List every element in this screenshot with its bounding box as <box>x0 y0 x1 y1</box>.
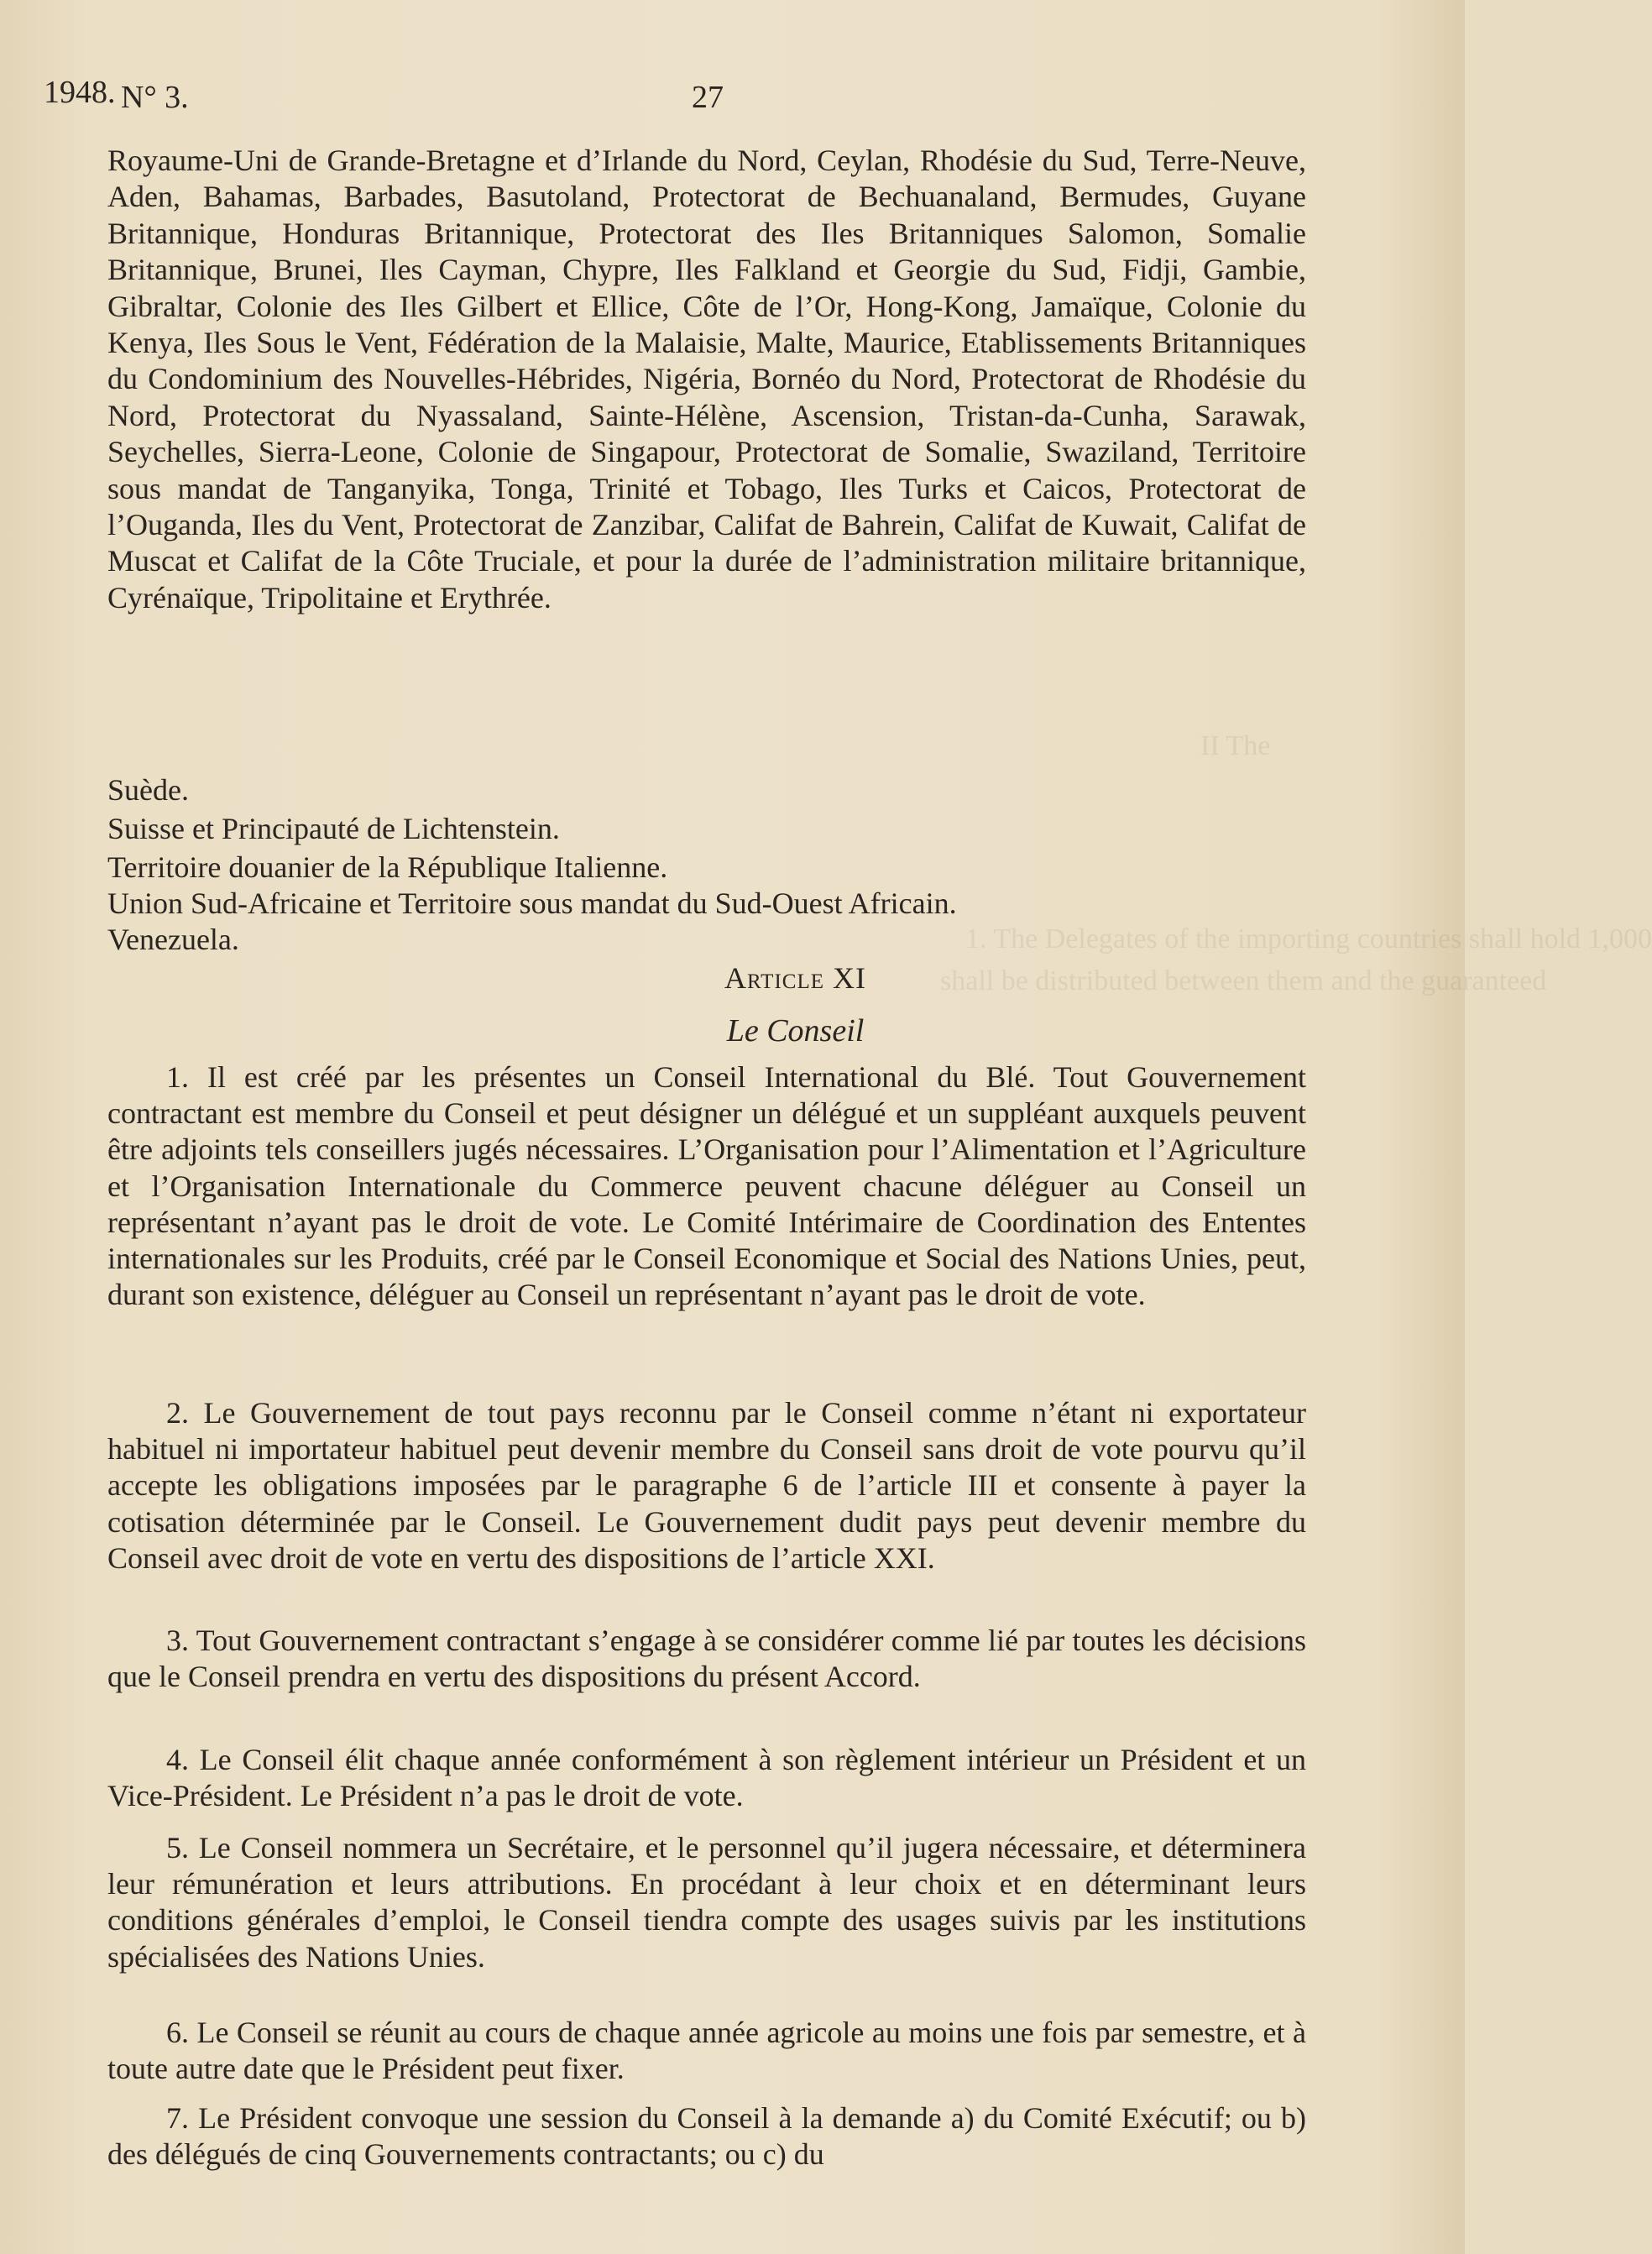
paragraph-4: 4. Le Conseil élit chaque année conformément à son règlement intérieur un Président et un Vice-Président. Le Président n’a pas le droit de vote. <box>107 1743 1306 1813</box>
territories-paragraph: Royaume-Uni de Grande-Bretagne et d’Irlande du Nord, Ceylan, Rhodésie du Sud, Terre-Neuve, Aden, Bahamas, Barbades, Basutoland, Protectorat de Bechuanaland, Bermudes, Guyane Britannique, Honduras Britannique, Protectorat des Iles Britanniques Salomon, Somalie Britannique, Brunei, Iles Cayman, Chypre, Iles Falkland et Georgie du Sud, Fidji, Gambie, Gibraltar, Colonie des Iles Gilbert et Ellice, Côte de l’Or, Hong-Kong, Jamaïque, Colonie du Kenya, Iles Sous le Vent, Fédération de la Malaisie, Malte, Maurice, Etablissements Britanniques du Condominium des Nouvelles-Hébrides, Nigéria, Bornéo du Nord, Protectorat de Rhodésie du Nord, Protectorat du Nyassaland, Sainte-Hélène, Ascension, Tristan-da-Cunha, Sarawak, Seychelles, Sierra-Leone, Colonie de Singapour, Protectorat de Somalie, Swaziland, Territoire sous mandat de Tanganyika, Tonga, Trinité et Tobago, Iles Turks et Caicos, Protectorat de l’Ouganda, Iles du Vent, Protectorat de Zanzibar, Califat de Bahrein, Califat de Kuwait, Califat de Muscat et Califat de la Côte Truciale, et pour la durée de l’administration militaire britannique, Cyrénaïque, Tripolitaine et Erythrée. <box>107 144 1306 614</box>
country-entry-union-sud-africaine: Union Sud-Africaine et Territoire sous mandat du Sud-Ouest Africain. <box>107 886 957 920</box>
bleed-through-text: 1. The Delegates of the importing countries shall hold 1,000 <box>965 923 1652 954</box>
paragraph-1: 1. Il est créé par les présentes un Conseil International du Blé. Tout Gouvernement contractant est membre du Conseil et peut désigner un délégué et un suppléant auxquels peuvent être adjoints tels conseillers jugés nécessaires. L’Organisation pour l’Alimentation et l’Agriculture et l’Organisation Internationale du Commerce peuvent chacune déléguer au Conseil un représentant n’ayant pas le droit de vote. Le Comité Intérimaire de Coordination des Ententes internationales sur les Produits, créé par le Conseil Economique et Social des Nations Unies, peut, durant son existence, déléguer au Conseil un représentant n’ayant pas le droit de vote. <box>107 1060 1306 1312</box>
paragraph-5: 5. Le Conseil nommera un Secrétaire, et le personnel qu’il jugera nécessaire, et déterminera leur rémunération et leurs attributions. En procédant à leur choix et en déterminant leurs conditions générales d’emploi, le Conseil tiendra compte des usages suivis par les institutions spécialisées des Nations Unies. <box>107 1831 1306 1974</box>
bleed-through-text: II The <box>1200 730 1271 761</box>
article-title: Article XI <box>724 961 866 995</box>
paragraph-2: 2. Le Gouvernement de tout pays reconnu par le Conseil comme n’étant ni exportateur habituel ni importateur habituel peut devenir membre du Conseil sans droit de vote pourvu qu’il accepte les obligations imposées par le paragraphe 6 de l’article III et consente à payer la cotisation déterminée par le Conseil. Le Gouvernement dudit pays peut devenir membre du Conseil avec droit de vote en vertu des dispositions de l’article XXI. <box>107 1396 1306 1575</box>
country-entry-venezuela: Venezuela. <box>107 923 239 956</box>
paragraph-7: 7. Le Président convoque une session du Conseil à la demande a) du Comité Exécutif; ou b) des délégués de cinq Gouvernements contractants; ou c) du <box>107 2101 1306 2172</box>
header-issue-number: N° 3. <box>121 80 189 115</box>
country-entry-suede: Suède. <box>107 773 189 807</box>
header-year: 1948. <box>44 75 116 110</box>
page-header <box>44 74 1420 116</box>
country-entry-suisse: Suisse et Principauté de Lichtenstein. <box>107 812 560 845</box>
country-entry-italie: Territoire douanier de la République Italienne. <box>107 850 668 884</box>
page-number: 27 <box>692 80 724 115</box>
paragraph-3: 3. Tout Gouvernement contractant s’engage à se considérer comme lié par toutes les décisions que le Conseil prendra en vertu des dispositions du présent Accord. <box>107 1624 1306 1694</box>
bleed-through-text: shall be distributed between them and the guaranteed <box>940 965 1547 996</box>
article-subtitle: Le Conseil <box>726 1013 865 1049</box>
paragraph-6: 6. Le Conseil se réunit au cours de chaque année agricole au moins une fois par semestre, et à toute autre date que le Président peut fixer. <box>107 2016 1306 2086</box>
